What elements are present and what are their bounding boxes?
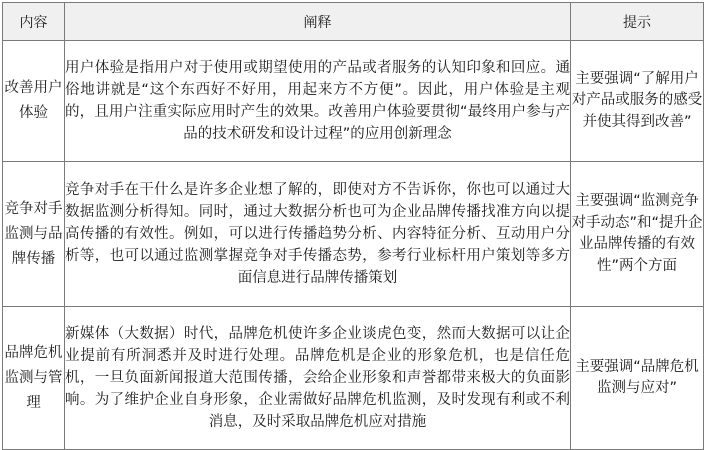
table-row xyxy=(3,307,704,450)
row-explanation: 新媒体（大数据）时代，品牌危机使许多企业谈虎色变，然而大数据可以让企业提前有所洞悉并及时进行处理。品牌危机是企业的形象危机，也是信任危机，一旦负面新闻报道大范围传播，会给企业形象和声誉都带来极大的负面影响。为了维护企业自身形象，企业需做好品牌危机监测，及时发现有利或不利消息，及时采取品牌危机应对措施 xyxy=(65,307,571,450)
table-header-row xyxy=(3,3,704,41)
content-table xyxy=(2,2,704,450)
table-row xyxy=(3,162,704,307)
header-content: 内容 xyxy=(3,3,65,41)
row-name: 改善用户体验 xyxy=(3,41,65,162)
row-tip: 主要强调“品牌危机监测与应对” xyxy=(571,307,704,450)
header-tip: 提示 xyxy=(571,3,704,41)
row-name: 品牌危机监测与管理 xyxy=(3,307,65,450)
row-explanation: 竞争对手在干什么是许多企业想了解的，即使对方不告诉你，你也可以通过大数据监测分析得知。同时，通过大数据分析也可为企业品牌传播找准方向以提高传播的有效性。例如，可以进行传播趋势分析、内容特征分析、互动用户分析等，也可以通过监测掌握竞争对手传播态势，参考行业标杆用户策划等多方面信息进行品牌传播策划 xyxy=(65,162,571,307)
row-explanation: 用户体验是指用户对于使用或期望使用的产品或者服务的认知印象和回应。通俗地讲就是“这个东西好不好用，用起来方不方便”。因此，用户体验是主观的，且用户注重实际应用时产生的效果。改善用户体验要贯彻“最终用户参与产品的技术研发和设计过程”的应用创新理念 xyxy=(65,41,571,162)
row-tip: 主要强调“了解用户对产品或服务的感受并使其得到改善” xyxy=(571,41,704,162)
table-row xyxy=(3,41,704,162)
row-name: 竞争对手监测与品牌传播 xyxy=(3,162,65,307)
header-explanation: 阐释 xyxy=(65,3,571,41)
row-tip: 主要强调“监测竞争对手动态”和“提升企业品牌传播的有效性”两个方面 xyxy=(571,162,704,307)
